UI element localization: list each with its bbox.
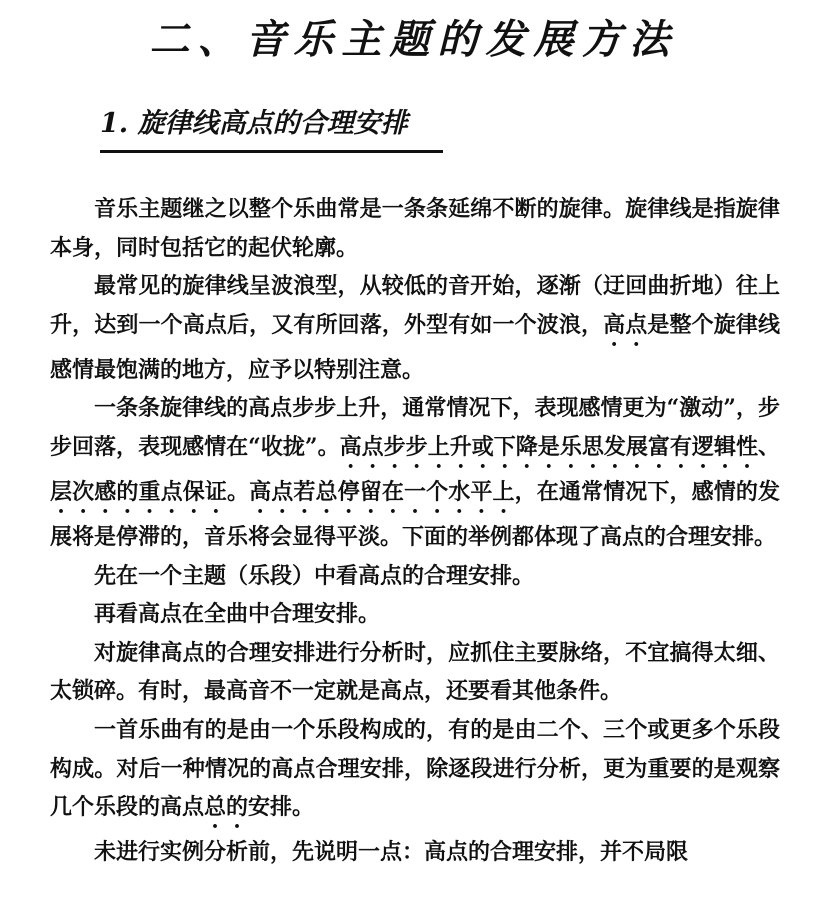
paragraph-4	[50, 557, 780, 596]
paragraph-3-emphasis: 高点步步上升或下降是乐思发展富有逻辑性、层次感的重点保证。高点若总停留在一个水平上，	[50, 433, 780, 505]
paragraph-3-text-a: 一条条旋律线的高点步步上升，通常情况下，表现感情更为“激动”，步步回落，表现感情在“收拢”。	[50, 395, 780, 460]
paragraph-8	[50, 833, 780, 872]
paragraph-3	[50, 389, 780, 556]
paragraph-7	[50, 711, 780, 833]
paragraph-3-text-c: 在通常情况下，感情的发展将是停滞的，音乐将会显得平淡。下面的举例都体现了高点的合理安排。	[50, 478, 780, 550]
paragraph-6-text: 对旋律高点的合理安排进行分析时，应抓住主要脉络，不宜搞得太细、太锁碎。有时，最高音不一定就是高点，还要看其他条件。	[50, 639, 780, 705]
paragraph-1-text: 音乐主题继之以整个乐曲常是一条条延绵不断的旋律。旋律线是指旋律本身，同时包括它的起伏轮廓。	[50, 196, 780, 261]
paragraph-2	[50, 267, 780, 389]
paragraph-5-text: 再看高点在全曲中合理安排。	[94, 601, 381, 628]
paragraph-7-emphasis: 总的	[204, 794, 249, 821]
paragraph-5	[50, 595, 780, 634]
section-heading-underline	[100, 150, 443, 153]
paragraph-4-text: 先在一个主题（乐段）中看高点的合理安排。	[94, 562, 535, 589]
paragraph-2-emphasis: 高点	[603, 311, 648, 338]
paragraph-6	[50, 634, 780, 711]
body-text	[50, 190, 780, 872]
paragraph-2-text-a: 最常见的旋律线呈波浪型，从较低的音开始，逐渐（迂回曲折地）往上升，达到一个高点后，又有所回落，外型有如一个波浪，	[50, 273, 780, 338]
paragraph-8-text: 未进行实例分析前，先说明一点：高点的合理安排，并不局限	[94, 839, 689, 866]
chapter-title: 二、音乐主题的发展方法	[149, 16, 678, 63]
paragraph-2-text-c: 是整个旋律线感情最饱满的地方，应予以特别注意。	[50, 311, 780, 383]
section-heading: 1. 旋律线高点的合理安排	[100, 108, 408, 139]
paragraph-7-text-c: 安排。	[248, 794, 315, 821]
paragraph-7-text-a: 一首乐曲有的是由一个乐段构成的，有的是由二个、三个或更多个乐段构成。对后一种情况的高点合理安排，除逐段进行分析，更为重要的是观察几个乐段的高点	[50, 716, 780, 821]
paragraph-1	[50, 190, 780, 267]
